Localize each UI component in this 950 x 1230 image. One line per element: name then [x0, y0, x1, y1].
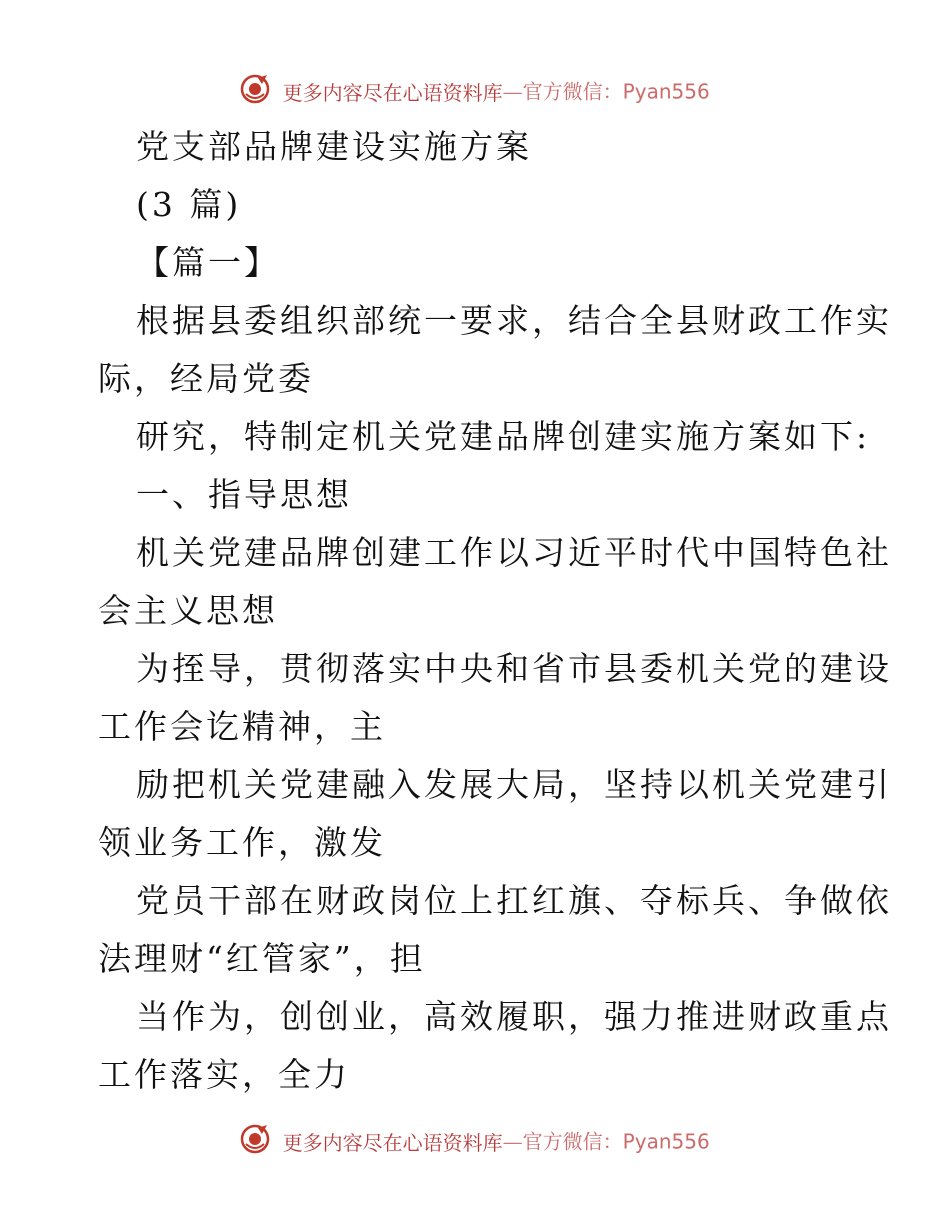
paragraph-line: 为挃导，贯彻落实中央和省市县委机关党的建设: [136, 649, 892, 688]
paragraph-line: 当作为，创创业，高效履职，强力推进财政重点: [136, 997, 892, 1036]
watermark-site-text: 更多内容尽在心语资料库: [282, 1131, 503, 1155]
section-heading: 【篇一】: [136, 243, 280, 282]
brand-logo-icon: [240, 1124, 270, 1162]
paragraph-line: 机关党建品牌创建工作以习近平时代中国特色社: [136, 533, 892, 572]
paragraph-line: 励把机关党建融入发展大局，坚持以机关党建引: [136, 765, 892, 804]
footer-watermark: [0, 1124, 950, 1162]
header-watermark: [0, 74, 950, 112]
paragraph-heading: 一、指导思想: [136, 475, 352, 514]
paragraph-line: 际，经局党委: [98, 359, 314, 398]
watermark-separator: —: [502, 79, 523, 104]
paragraph-line: 领业务工作，激发: [98, 823, 386, 862]
paragraph-line: 工作落实，全力: [98, 1055, 350, 1094]
paragraph-line: 根据县委组织部统一要求，结合全县财政工作实: [136, 301, 892, 340]
paragraph-line: 党员干部在财政岗位上扛红旗、夺标兵、争做依: [136, 881, 892, 920]
paragraph-line: 法理财“红管家”，担: [98, 939, 426, 978]
watermark-site-text: 更多内容尽在心语资料库: [282, 81, 503, 105]
watermark-wechat-text: 官方微信：Pyan556: [522, 79, 710, 104]
paragraph-line: 研究，特制定机关党建品牌创建实施方案如下:: [136, 417, 871, 456]
paragraph-line: 工作会讫精神，主: [98, 707, 386, 746]
document-subtitle: (3 篇): [136, 185, 242, 224]
document-body: [98, 118, 892, 1104]
document-title: 党支部品牌建设实施方案: [136, 127, 532, 166]
watermark-wechat-text: 官方微信：Pyan556: [522, 1129, 710, 1154]
paragraph-line: 会主义思想: [98, 591, 278, 630]
brand-logo-icon: [240, 74, 270, 112]
watermark-separator: —: [502, 1129, 523, 1154]
